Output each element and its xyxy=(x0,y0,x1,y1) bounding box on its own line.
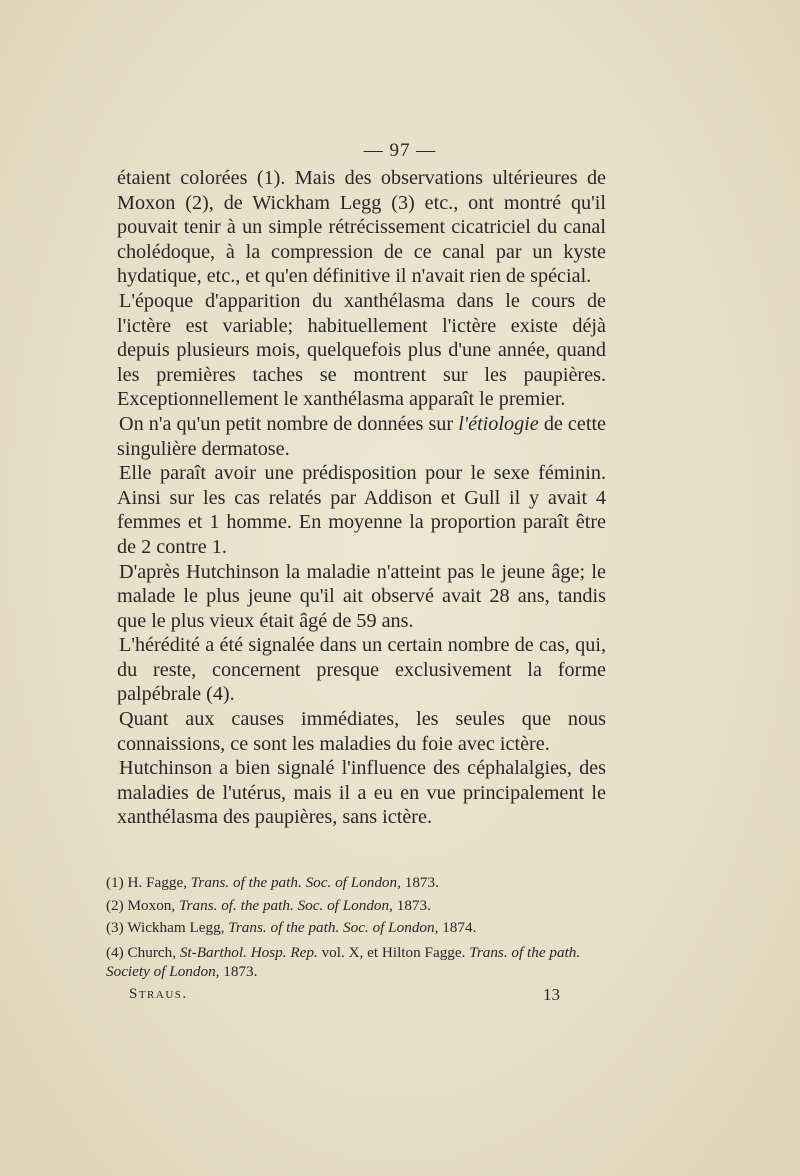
etiology-text-before: On n'a qu'un petit nombre de données sur xyxy=(119,412,459,435)
page-number: — 97 — xyxy=(363,140,437,161)
signature-mark: Straus. xyxy=(129,986,188,1002)
paragraph-hutchinson: Hutchinson a bien signalé l'influence des céphalalgies, des maladies de l'utérus, mais il a eu en vue principalement le xanthélasma des paupières, sans ictère. xyxy=(117,757,606,829)
footnote: (4) Church, St-Barthol. Hosp. Rep. vol. X, et Hilton Fagge. Trans. of the path. Society of London, 1873. xyxy=(106,943,581,980)
paragraph-sex-predisposition: Elle paraît avoir une prédisposition pour le sexe féminin. Ainsi sur les cas relatés par Addison et Gull il y avait 4 femmes et 1 homme. En moyenne la proportion paraît être de 2 contre 1. xyxy=(117,462,606,558)
footnote: (2) Moxon, Trans. of. the path. Soc. of London, 1873. xyxy=(106,896,431,914)
paragraph-xanthelasma-onset: L'époque d'apparition du xanthélasma dans le cours de l'ictère est variable; habituellement l'ictère existe déjà depuis plusieurs mois, quelquefois plus d'une année, quand les premières taches se montrent sur les paupières. Exceptionnellement le xanthélasma apparaît le premier. xyxy=(117,289,606,411)
etiology-text-after: de cette singulière dermatose. xyxy=(117,412,607,460)
body-text xyxy=(117,166,606,830)
sheet-number: 13 xyxy=(543,985,560,1004)
footnotes xyxy=(104,872,614,981)
footnote: (3) Wickham Legg, Trans. of the path. Soc. of London, 1874. xyxy=(106,919,477,936)
paragraph-causes: Quant aux causes immédiates, les seules que nous connaissions, ce sont les maladies du foie avec ictère. xyxy=(117,708,606,755)
paragraph-continuation: étaient colorées (1). Mais des observations ultérieures de Moxon (2), de Wickham Legg (3) etc., ont montré qu'il pouvait tenir à un simple rétrécissement cicatriciel du canal cholédoque, à la compression de ce canal par un kyste hydatique, etc., et qu'en définitive il n'avait rien de spécial. xyxy=(117,167,606,288)
paragraph-age: D'après Hutchinson la maladie n'atteint pas le jeune âge; le malade le plus jeune qu'il ait observé avait 28 ans, tandis que le plus vieux était âgé de 59 ans. xyxy=(117,560,606,632)
paragraph-heredity: L'hérédité a été signalée dans un certain nombre de cas, qui, du reste, concernent presque exclusivement la forme palpébrale (4). xyxy=(117,634,606,706)
footnote: (1) H. Fagge, Trans. of the path. Soc. of London, 1873. xyxy=(106,874,439,891)
etiology-italic: l'étiologie xyxy=(458,412,539,435)
paragraph-etiology xyxy=(117,412,606,461)
